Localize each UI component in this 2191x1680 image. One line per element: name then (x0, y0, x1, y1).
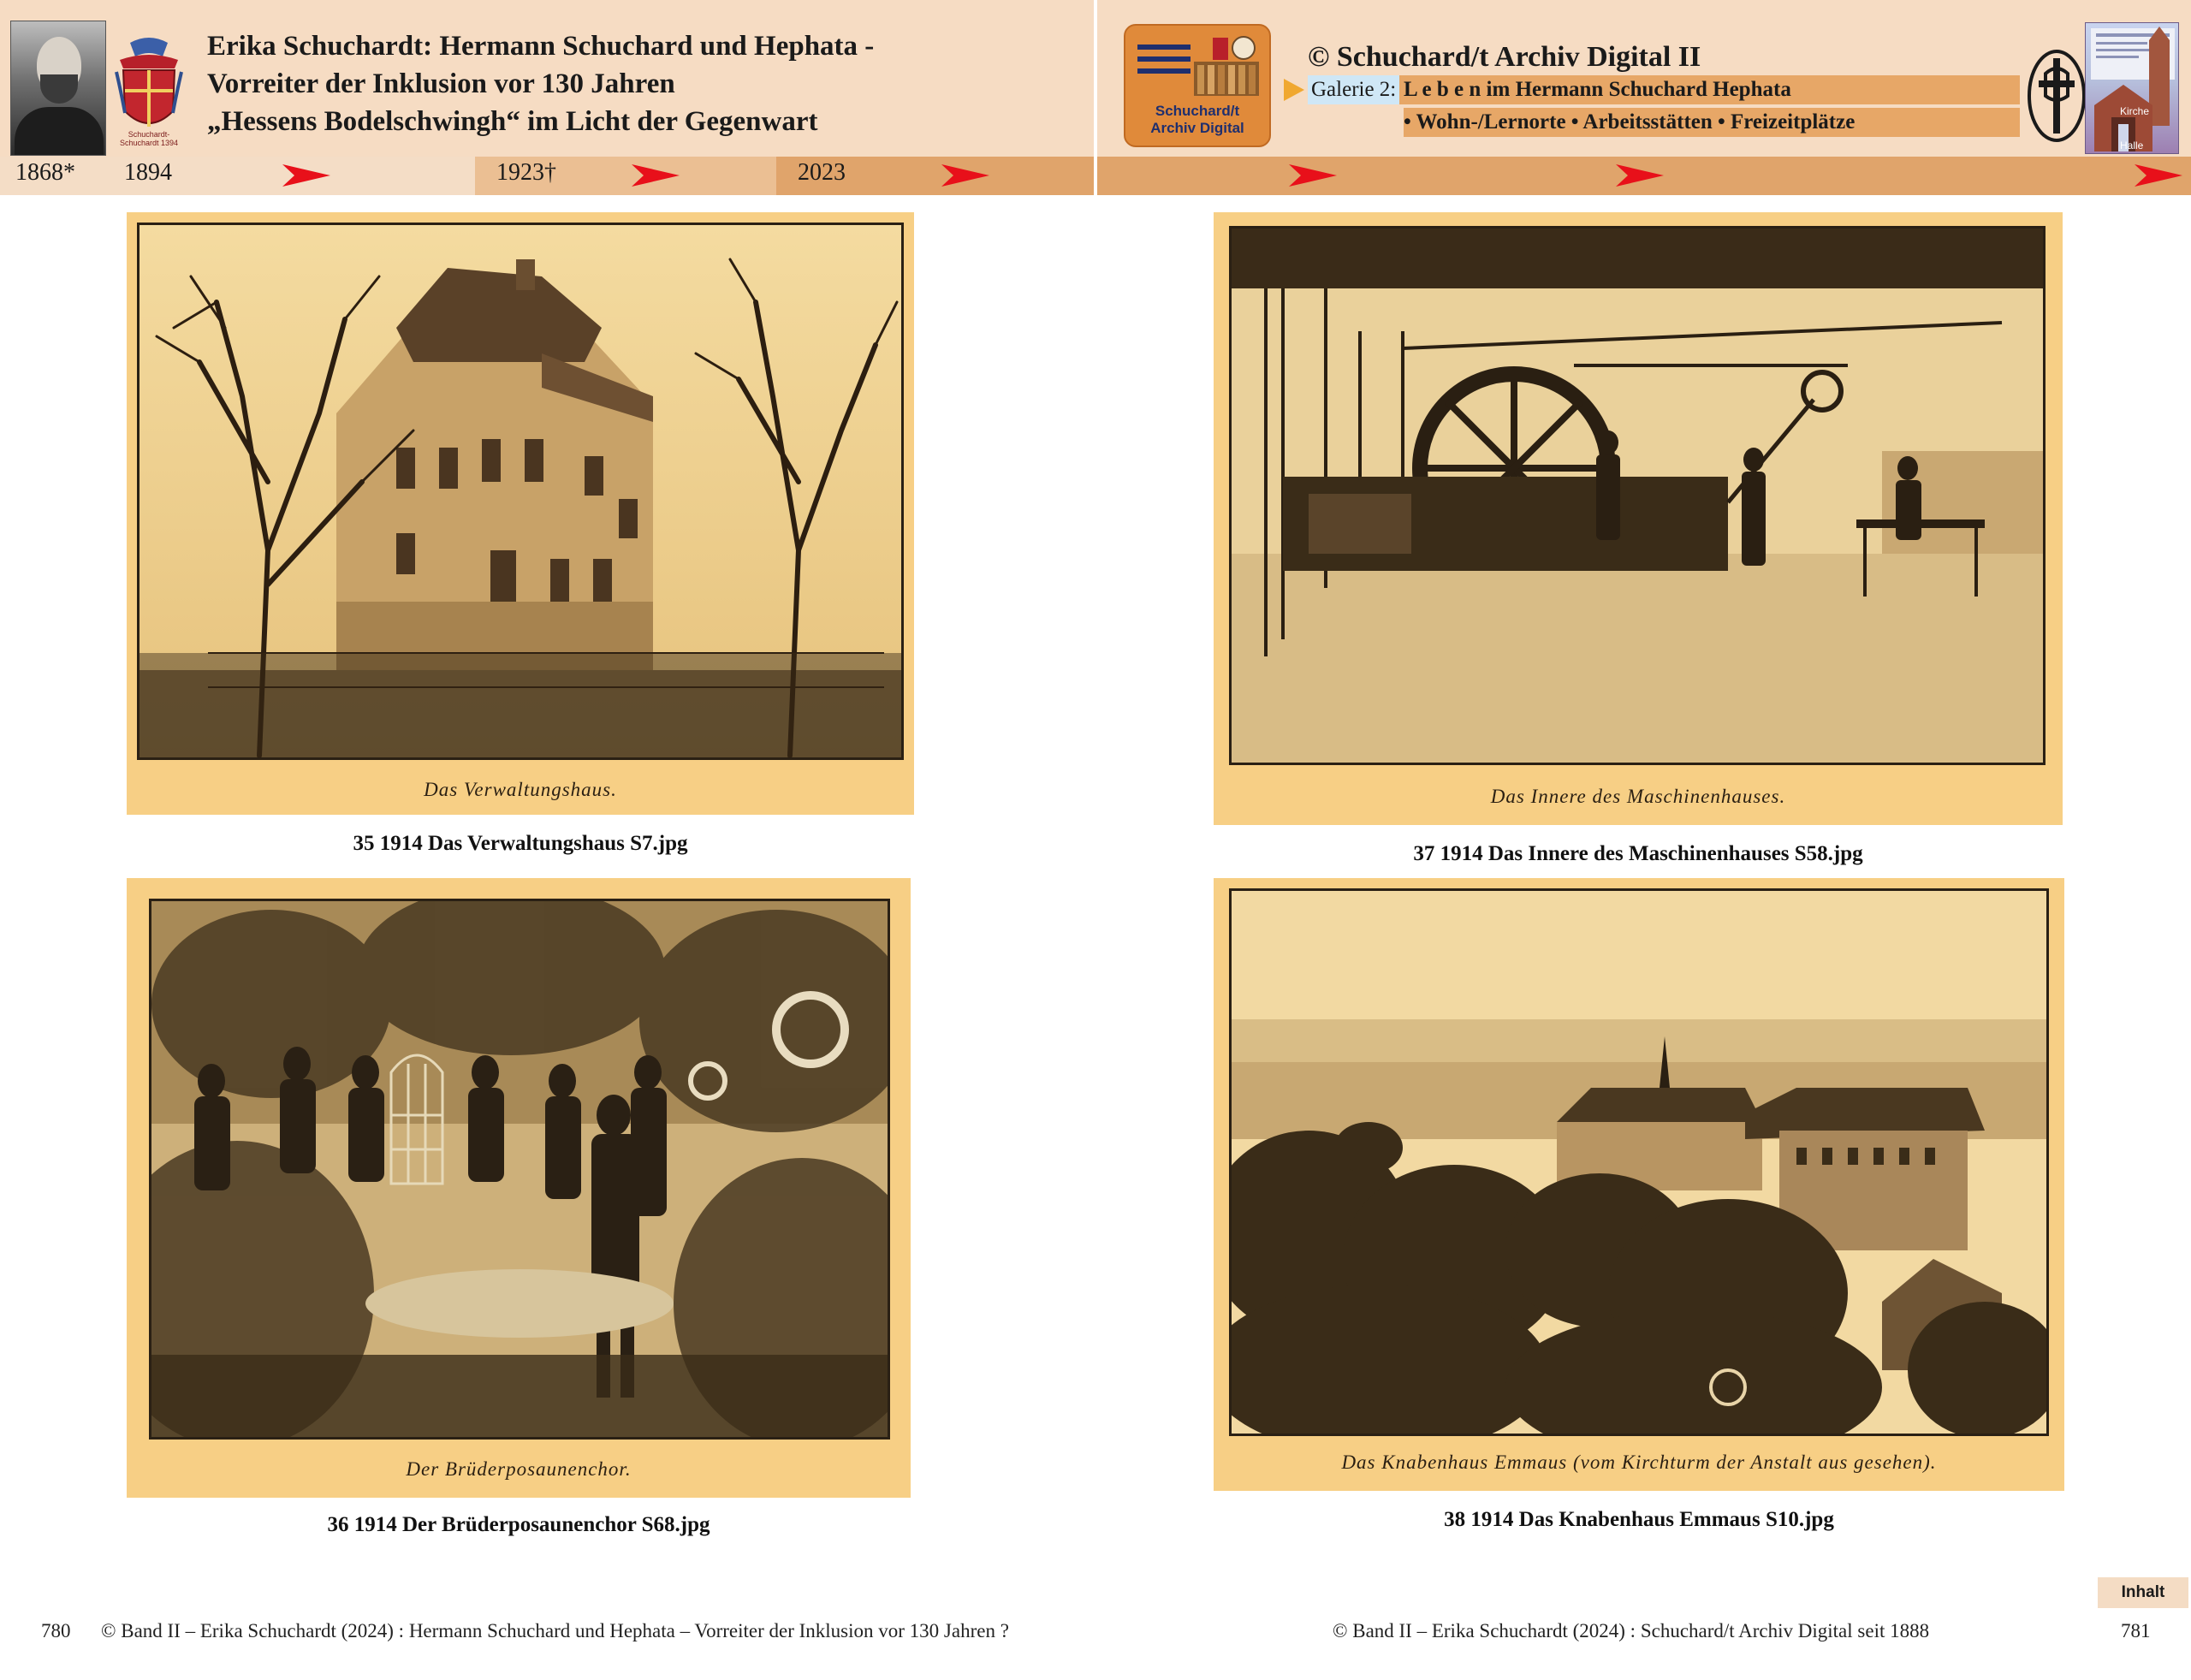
file-name-36: 36 1914 Der Brüderposaunenchor S68.jpg (327, 1513, 710, 1536)
gallery-label: Galerie 2: (1308, 75, 1399, 104)
file-name-37: 37 1914 Das Innere des Maschinenhauses S58.jpg (1413, 842, 1863, 865)
footer-copyright-left: © Band II – Erika Schuchardt (2024) : Hermann Schuchard und Hephata – Vorreiter der Inklusion vor 130 Jahren ? (101, 1620, 1009, 1641)
timeline-arrow-icon (1616, 161, 1664, 190)
timeline-arrow-icon (632, 161, 680, 190)
photo-verwaltungshaus (137, 223, 904, 760)
file-name-35: 35 1914 Das Verwaltungshaus S7.jpg (353, 832, 688, 855)
gallery-pointer-icon (1284, 79, 1304, 101)
church-thumbnail[interactable] (2085, 22, 2179, 154)
archive-logo[interactable] (1124, 24, 1271, 147)
header-title-line-3: „Hessens Bodelschwingh“ im Licht der Gegenwart (207, 106, 818, 137)
church-thumb-label-1: Kirche (2120, 105, 2150, 117)
author-portrait (10, 21, 106, 156)
page-number-right: 781 (2121, 1620, 2151, 1641)
gallery-title: L e b e n im Hermann Schuchard Hephata (1404, 78, 1791, 101)
church-thumb-label-2: Halle (2120, 140, 2144, 151)
timeline-arrow-icon (941, 161, 989, 190)
archive-title: © Schuchard/t Archiv Digital II (1308, 41, 1701, 73)
photo-knabenhaus (1229, 888, 2049, 1436)
photo-posaunenchor (149, 899, 890, 1440)
church-icon (2086, 23, 2179, 154)
crest-label: Schuchardt-Schuchardt 1394 (119, 130, 179, 147)
timeline-year-1868: 1868* (15, 159, 75, 186)
photo-caption-knabenhaus: Das Knabenhaus Emmaus (vom Kirchturm der Anstalt aus gesehen). (1341, 1451, 1937, 1473)
header-title-line-1: Erika Schuchardt: Hermann Schuchard und Hephata - (207, 31, 875, 62)
timeline-arrow-icon (1289, 161, 1337, 190)
gallery-subtitle: • Wohn-/Lernorte • Arbeitsstätten • Freizeitplätze (1404, 110, 1856, 134)
file-name-38: 38 1914 Das Knabenhaus Emmaus S10.jpg (1444, 1508, 1834, 1531)
photo-card-maschinenhaus[interactable] (1214, 212, 2063, 825)
page-number-left: 780 (41, 1620, 71, 1641)
timeline-arrow-icon (282, 161, 330, 190)
photo-caption-posaunenchor: Der Brüderposaunenchor. (406, 1458, 632, 1480)
timeline-arrow-icon (2135, 161, 2182, 190)
photo-caption-maschinenhaus: Das Innere des Maschinenhauses. (1490, 786, 1786, 807)
hephata-cross-icon (2027, 48, 2087, 144)
photo-card-knabenhaus[interactable] (1214, 878, 2064, 1491)
footer-copyright-right: © Band II – Erika Schuchardt (2024) : Schuchard/t Archiv Digital seit 1888 (1333, 1620, 1930, 1641)
toc-button[interactable]: Inhalt (2098, 1577, 2188, 1608)
archive-logo-line-2: Archiv Digital (1150, 120, 1244, 136)
header-title-line-2: Vorreiter der Inklusion vor 130 Jahren (207, 68, 675, 99)
archive-logo-line-1: Schuchard/t (1155, 103, 1240, 119)
photo-maschinenhaus (1229, 226, 2046, 765)
photo-caption-verwaltungshaus: Das Verwaltungshaus. (424, 779, 617, 800)
photo-card-verwaltungshaus[interactable] (127, 212, 914, 815)
timeline-year-2023: 2023 (798, 159, 846, 186)
timeline-year-1894: 1894 (124, 159, 172, 186)
photo-card-posaunenchor[interactable] (127, 878, 911, 1498)
timeline-year-1923: 1923† (496, 159, 556, 186)
bookshelf-icon (1134, 36, 1262, 98)
